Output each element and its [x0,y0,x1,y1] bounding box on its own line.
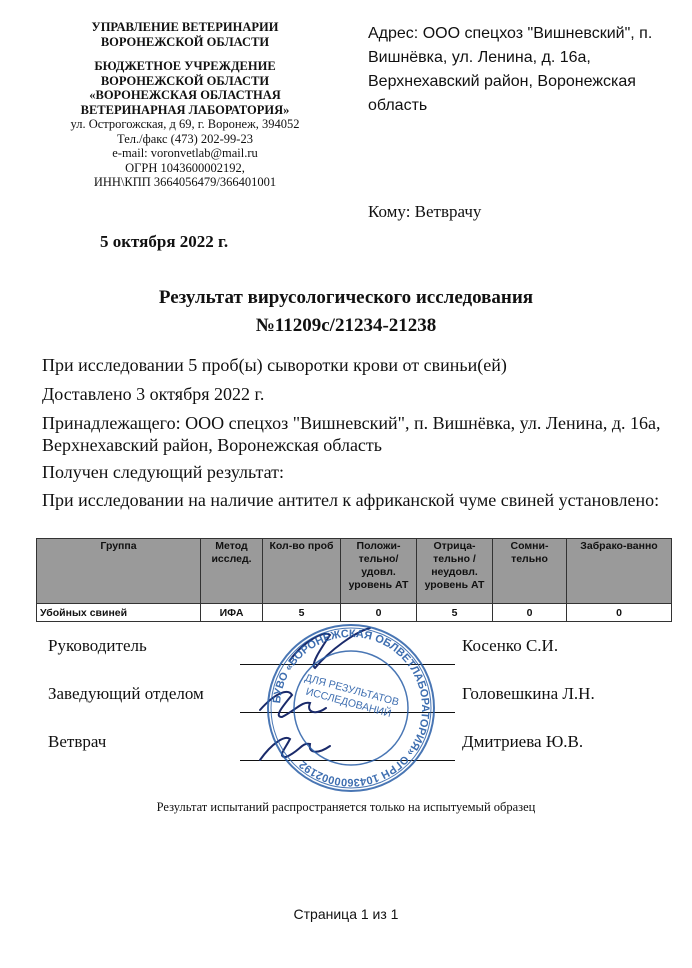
cell-doubtful: 0 [493,604,567,622]
body-owner: Принадлежащего: ООО спецхоз "Вишневский", п. Вишнёвка, ул. Ленина, д. 16а, Верхнехавский район, Воронежская область [42,413,661,455]
title-number: №11209с/21234-21238 [255,315,437,336]
cell-group: Убойных свиней [37,604,201,622]
org-line: «ВОРОНЕЖСКАЯ ОБЛАСТНАЯ [89,88,281,102]
results-table [36,538,672,622]
org-line: ВОРОНЕЖСКОЙ ОБЛАСТИ [100,73,270,88]
table-header-row [37,539,672,604]
column-header: Группа [37,539,201,604]
org-line: ВЕТЕРИНАРНАЯ ЛАБОРАТОРИЯ» [80,102,290,117]
cell-method: ИФА [201,604,263,622]
column-header: Забрако-ванно [567,539,672,604]
org-inn: ИНН\КПП 3664056479/366401001 [93,175,277,189]
org-ogrn: ОГРН 1043600002192, [125,160,245,175]
org-line: ВОРОНЕЖСКОЙ ОБЛАСТИ [100,34,270,49]
signature-name: Косенко С.И. [462,636,559,655]
document-title [0,284,692,340]
stamp-outer-text: БУВО «ВОРОНЕЖСКАЯ ОБЛВЕТЛАБОРАТОРИЯ» ОГРН 1043600002192 [271,627,432,789]
org-line: БЮДЖЕТНОЕ УЧРЕЖДЕНИЕ [94,59,276,73]
body-test-description: При исследовании на наличие антител к африканской чуме свиней установлено: [42,490,660,510]
column-header: Метод исслед. [201,539,263,604]
recipient-address: Адрес: ООО спецхоз "Вишневский", п. Вишнёвка, ул. Ленина, д. 16а, Верхнехавский район, Воронежская область [368,25,653,114]
signature-name: Дмитриева Ю.В. [462,732,584,751]
stamp-inner-text: ДЛЯ РЕЗУЛЬТАТОВ ИССЛЕДОВАНИЙ [303,671,401,720]
title-line: Результат вирусологического исследования [158,287,534,308]
org-phone: Тел./факс (473) 202-99-23 [117,131,253,146]
column-header: Положи-тельно/ удовл. уровень АТ [341,539,417,604]
table-row [37,604,672,622]
cell-negative: 5 [417,604,493,622]
org-line: УПРАВЛЕНИЕ ВЕТЕРИНАРИИ [91,20,279,34]
footer-note: Результат испытаний распространяется только на испытуемый образец [156,800,536,814]
column-header: Отрица-тельно / неудовл. уровень АТ [417,539,493,604]
cell-count: 5 [263,604,341,622]
page-number: Страница 1 из 1 [293,906,399,922]
cell-rejected: 0 [567,604,672,622]
column-header: Кол-во проб [263,539,341,604]
cell-positive: 0 [341,604,417,622]
signature-role: Ветврач [48,732,107,751]
recipient: Кому: Ветврачу [368,202,482,221]
org-email: e-mail: voronvetlab@mail.ru [112,146,258,160]
body-delivered: Доставлено 3 октября 2022 г. [42,384,265,404]
org-address: ул. Острогожская, д 69, г. Воронеж, 394052 [70,117,300,131]
body-result-intro: Получен следующий результат: [42,462,285,482]
body-samples: При исследовании 5 проб(ы) сыворотки крови от свиньи(ей) [42,355,507,375]
column-header: Сомни-тельно [493,539,567,604]
signature-name: Головешкина Л.Н. [462,684,595,703]
organization-header [35,20,335,190]
signature-role: Руководитель [48,636,147,655]
document-date: 5 октября 2022 г. [100,232,229,251]
signature-role: Заведующий отделом [48,684,204,703]
